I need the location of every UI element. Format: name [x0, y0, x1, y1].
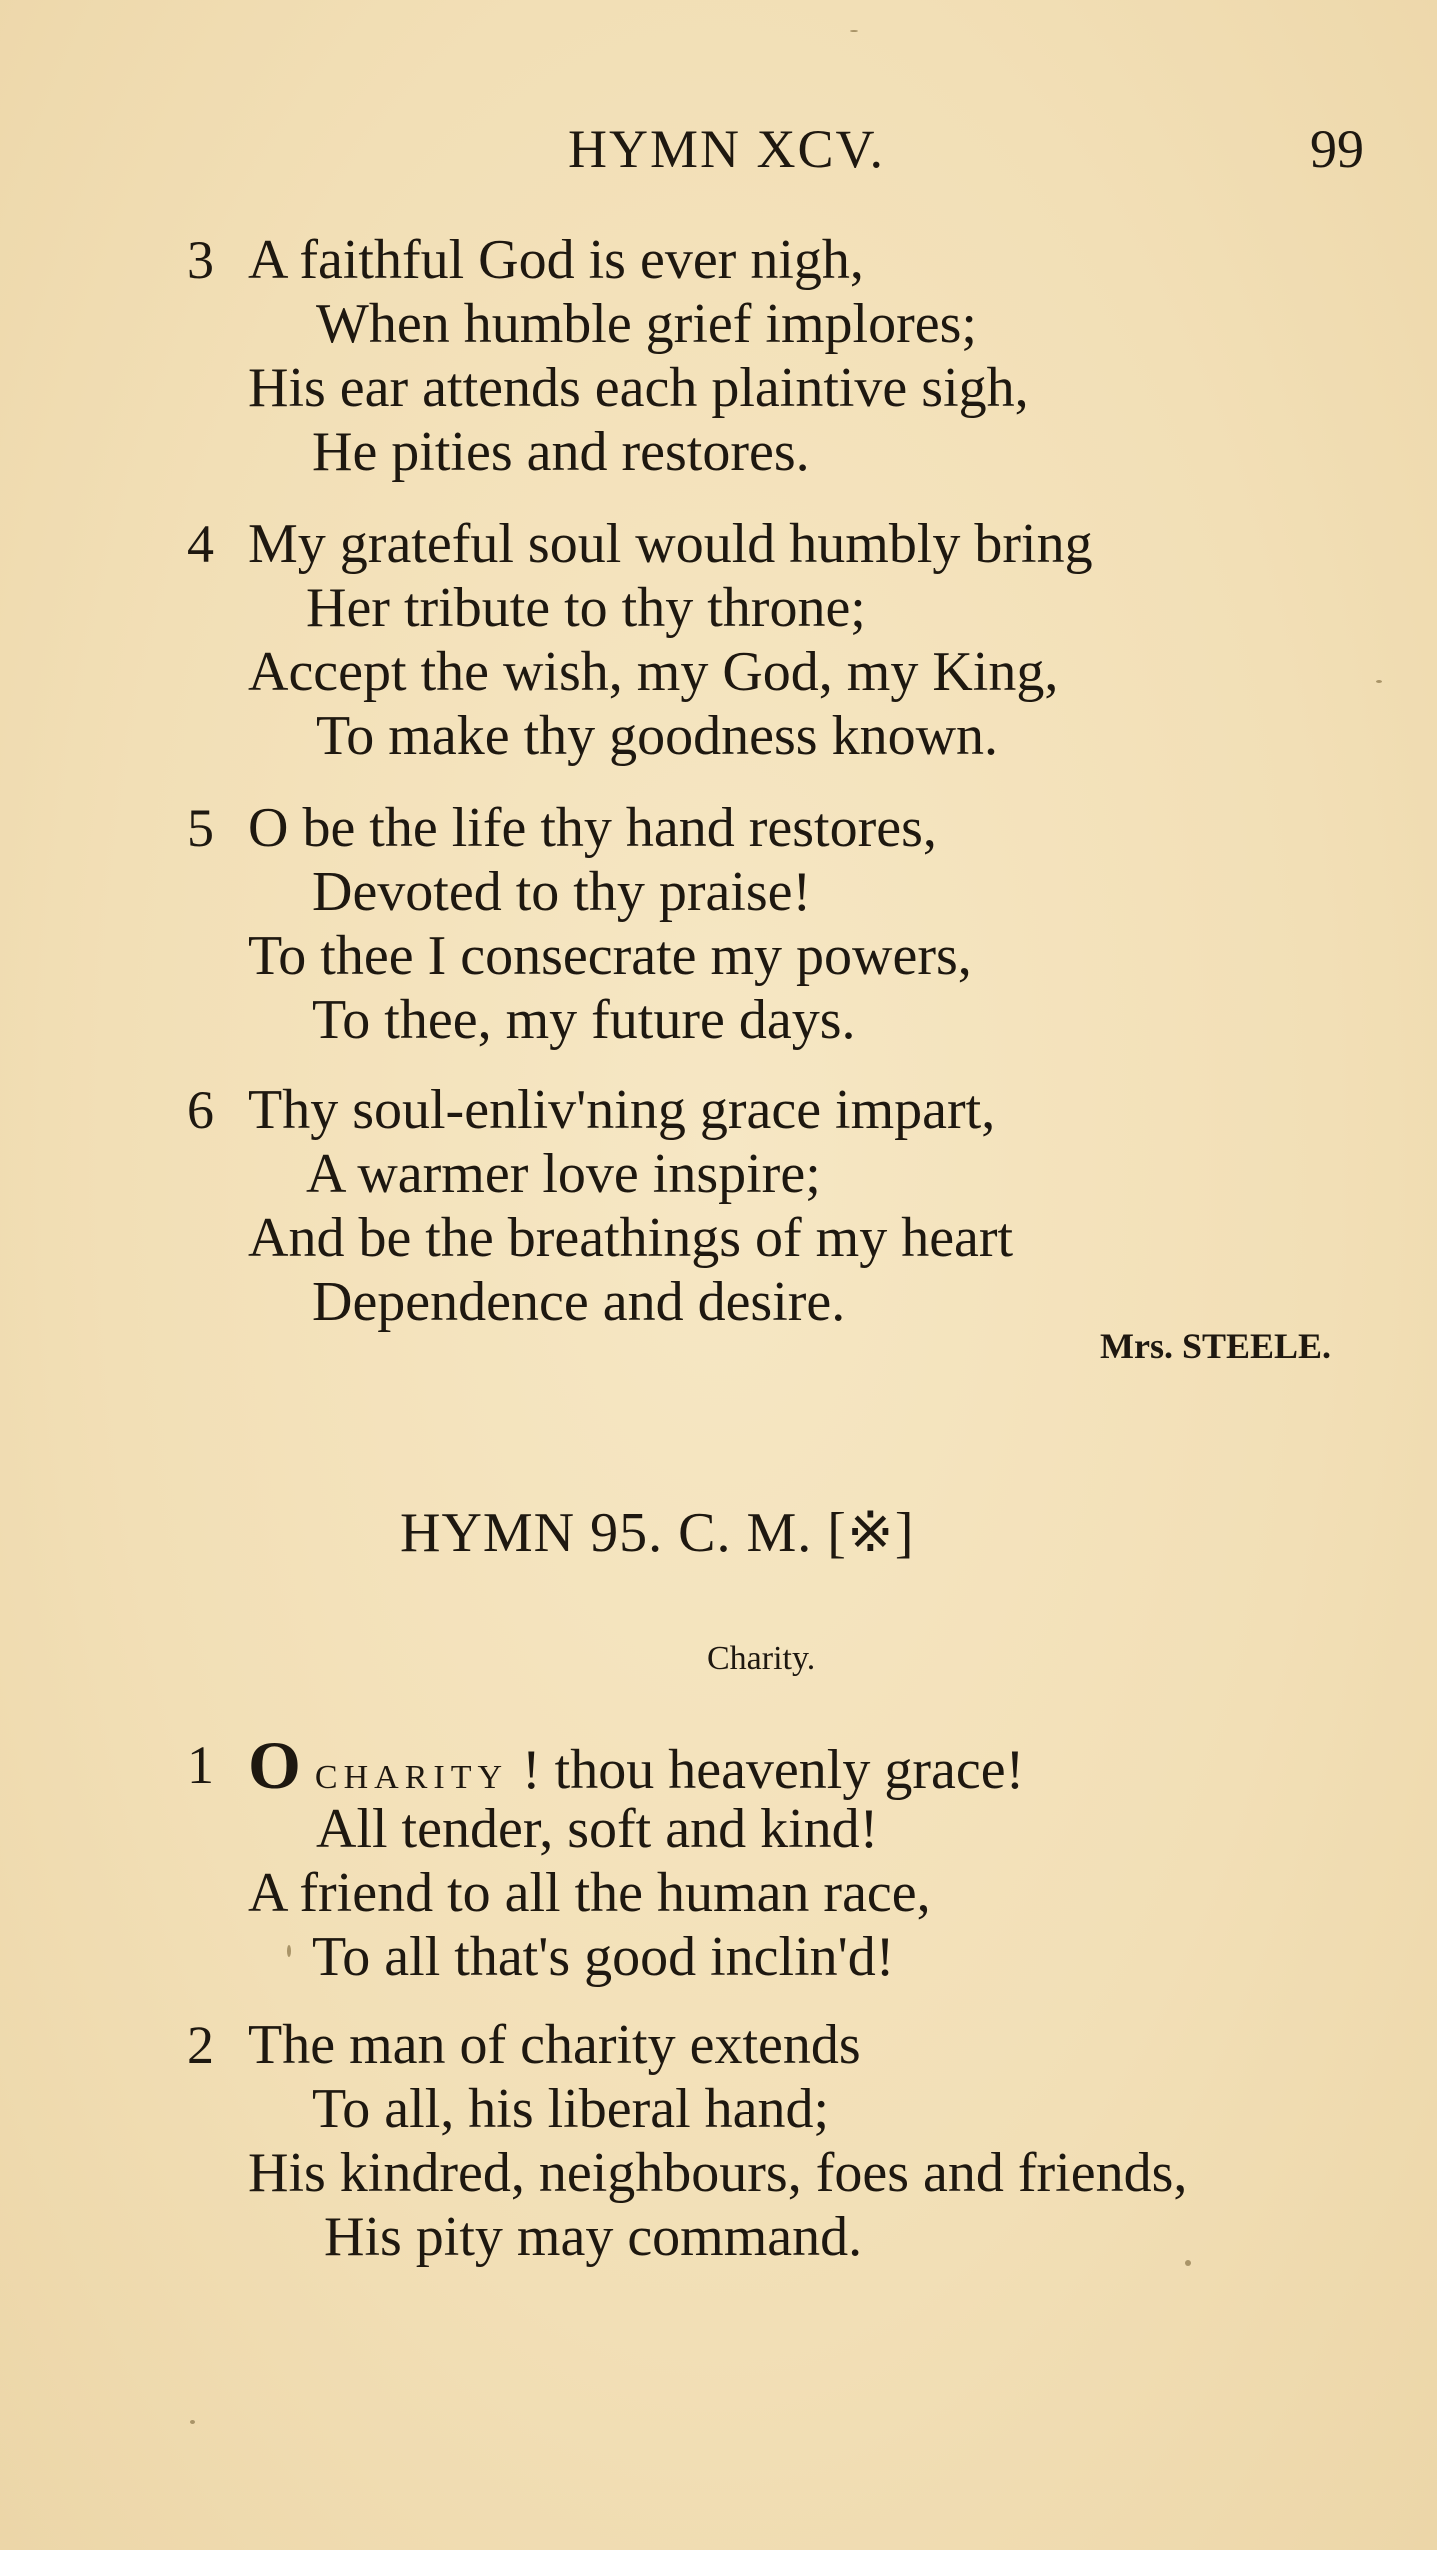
- running-head: [0, 118, 1437, 188]
- verse-line: He pities and restores.: [312, 421, 810, 483]
- stanza-number: 3: [187, 230, 214, 290]
- verse-line: And be the breathings of my heart: [248, 1207, 1014, 1269]
- first-line-rest: ! thou heavenly grace!: [508, 1739, 1025, 1801]
- hymn-attribution: Mrs. STEELE.: [1100, 1326, 1332, 1366]
- verse-line: My grateful soul would humbly bring: [248, 513, 1093, 575]
- stanza-number: 1: [187, 1735, 214, 1795]
- stanza-number: 2: [187, 2015, 214, 2075]
- verse-line: O be the life thy hand restores,: [248, 797, 937, 859]
- verse-line: The man of charity extends: [248, 2014, 861, 2076]
- verse-line: His kindred, neighbours, foes and friends,: [248, 2142, 1188, 2204]
- verse-line: A friend to all the human race,: [248, 1862, 931, 1924]
- verse-line: Accept the wish, my God, my King,: [248, 641, 1059, 703]
- verse-line: To thee, my future days.: [312, 989, 856, 1051]
- running-title: HYMN XCV.: [568, 119, 886, 179]
- verse-line: Her tribute to thy throne;: [306, 577, 866, 639]
- verse-line: All tender, soft and kind!: [316, 1798, 879, 1860]
- verse-line: A faithful God is ever nigh,: [248, 229, 864, 291]
- verse-line: His pity may command.: [324, 2206, 863, 2268]
- stanza-number: 4: [187, 514, 214, 574]
- stanza-number: 6: [187, 1080, 214, 1140]
- verse-line: To all that's good inclin'd!: [312, 1926, 895, 1988]
- verse-line: To all, his liberal hand;: [312, 2078, 830, 2140]
- verse-line: His ear attends each plaintive sigh,: [248, 357, 1029, 419]
- stanza-number: 5: [187, 798, 214, 858]
- verse-line: Thy soul-enliv'ning grace impart,: [248, 1079, 996, 1141]
- verse-line: Dependence and desire.: [312, 1271, 846, 1333]
- drop-initial: O: [248, 1727, 301, 1803]
- verse-line: Devoted to thy praise!: [312, 861, 812, 923]
- small-caps-word: CHARITY: [314, 1759, 509, 1796]
- hymn-heading: HYMN 95. C. M. [※]: [400, 1502, 915, 1564]
- hymn-subtitle: Charity.: [707, 1640, 816, 1677]
- verse-line: A warmer love inspire;: [306, 1143, 821, 1205]
- verse-line: When humble grief implores;: [316, 293, 977, 355]
- verse-line: To thee I consecrate my powers,: [248, 925, 972, 987]
- verse-line: To make thy goodness known.: [316, 705, 999, 767]
- page-number: 99: [1310, 119, 1364, 179]
